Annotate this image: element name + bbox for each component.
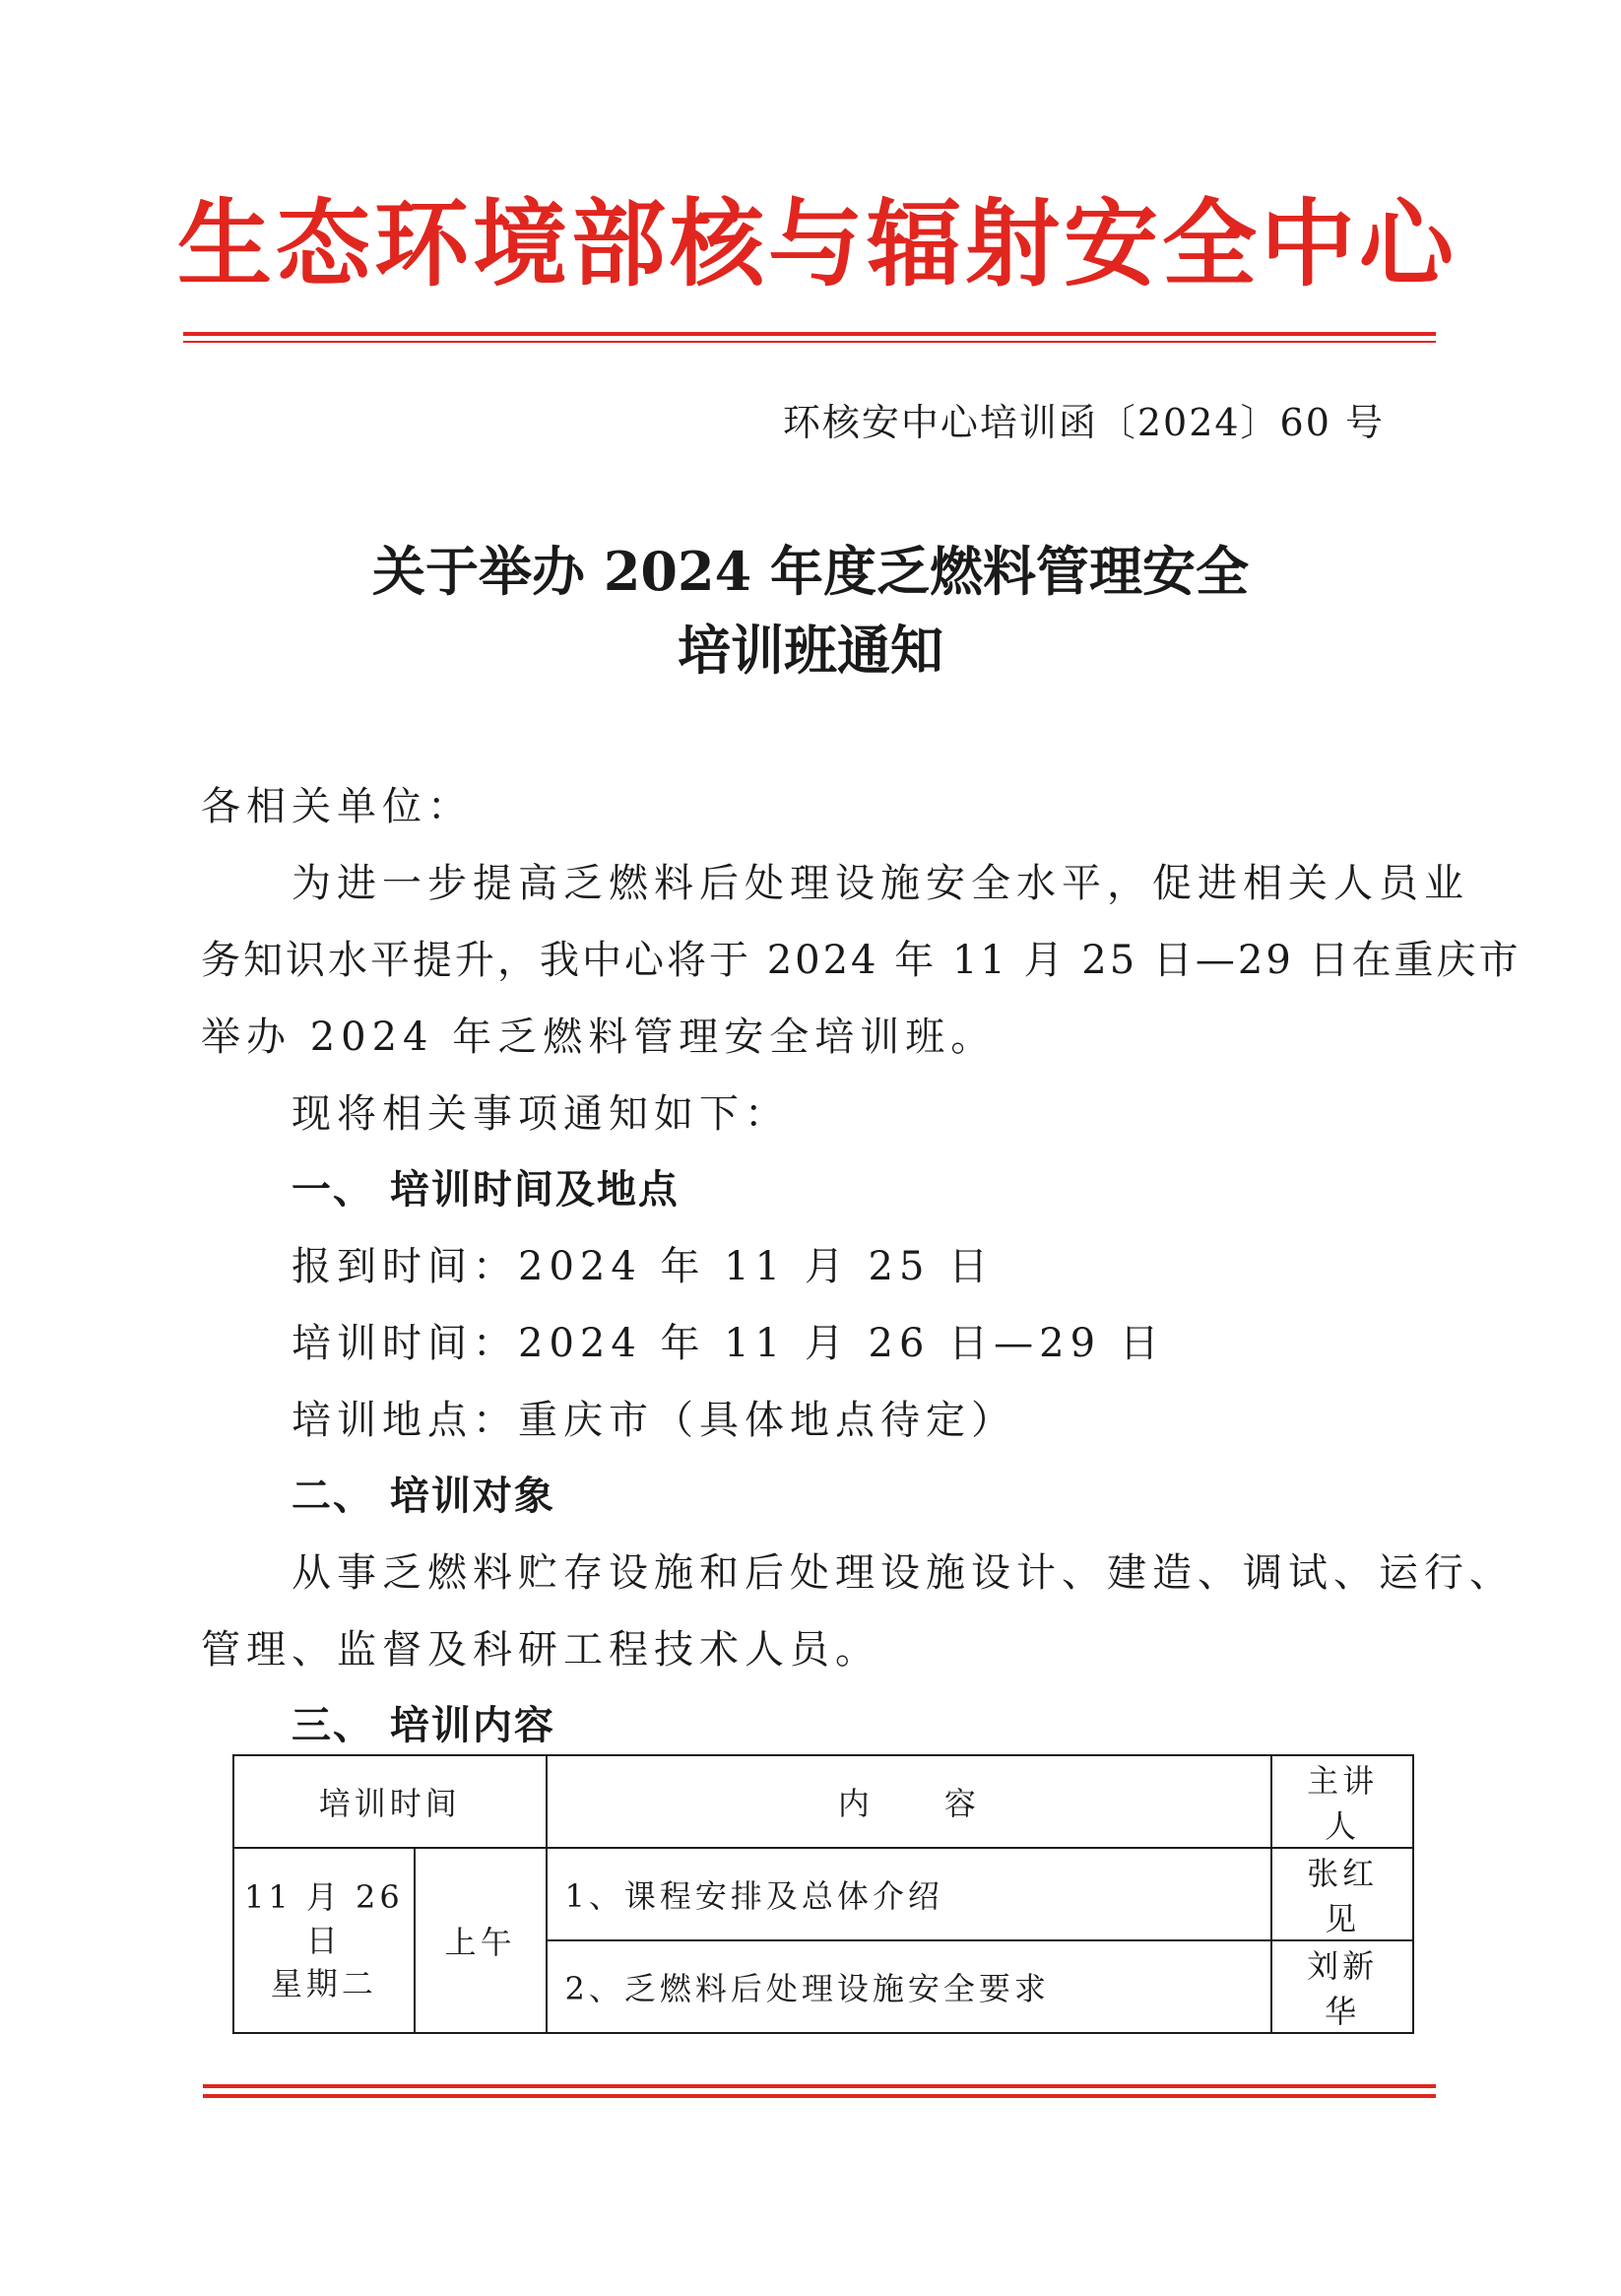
footer-red-rule-second xyxy=(203,2094,1436,2098)
day-date: 11 月 26 日 xyxy=(243,1878,404,1959)
day-cell xyxy=(233,1848,415,2033)
intro-line-3: 举办 2024 年乏燃料管理安全培训班。 xyxy=(201,1015,997,1060)
header-content: 内 容 xyxy=(547,1755,1272,1848)
header-time: 培训时间 xyxy=(233,1755,547,1848)
intro-line-1: 为进一步提高乏燃料后处理设施安全水平，促进相关人员业 xyxy=(292,861,1469,906)
day-weekday: 星期二 xyxy=(270,1965,377,2002)
report-time: 报到时间：2024 年 11 月 25 日 xyxy=(292,1244,995,1289)
training-schedule-table xyxy=(232,1754,1414,2034)
header-red-rule-thin xyxy=(183,341,1436,343)
content-cell: 1、课程安排及总体介绍 xyxy=(547,1848,1272,1940)
section-3-heading: 三、 培训内容 xyxy=(292,1703,555,1748)
footer-red-rule xyxy=(203,2084,1436,2088)
audience-line-1: 从事乏燃料贮存设施和后处理设施设计、建造、调试、运行、 xyxy=(292,1550,1515,1596)
intro-line-2: 务知识水平提升，我中心将于 2024 年 11 月 25 日—29 日在重庆市 xyxy=(201,938,1522,983)
table-row xyxy=(233,1848,1413,1940)
table-header-row xyxy=(233,1755,1413,1848)
speaker-cell: 张红见 xyxy=(1271,1848,1413,1940)
header-red-rule xyxy=(183,332,1436,336)
notice-title-line1: 关于举办 2024 年度乏燃料管理安全 xyxy=(372,540,1249,603)
period-cell: 上午 xyxy=(415,1848,547,2033)
org-name-heading: 生态环境部核与辐射安全中心 xyxy=(177,189,1458,299)
section-2-heading: 二、 培训对象 xyxy=(292,1474,555,1519)
document-number: 环核安中心培训函〔2024〕60 号 xyxy=(782,401,1385,444)
section-1-heading: 一、 培训时间及地点 xyxy=(292,1167,680,1213)
training-time: 培训时间：2024 年 11 月 26 日—29 日 xyxy=(292,1321,1165,1366)
intro-line-4: 现将相关事项通知如下： xyxy=(292,1091,790,1137)
training-location: 培训地点：重庆市（具体地点待定） xyxy=(292,1398,1016,1443)
salutation: 各相关单位： xyxy=(201,784,473,829)
speaker-cell: 刘新华 xyxy=(1271,1940,1413,2033)
notice-title-line2: 培训班通知 xyxy=(678,619,943,682)
audience-line-2: 管理、监督及科研工程技术人员。 xyxy=(201,1627,880,1673)
header-speaker: 主讲人 xyxy=(1271,1755,1413,1848)
content-cell: 2、乏燃料后处理设施安全要求 xyxy=(547,1940,1272,2033)
